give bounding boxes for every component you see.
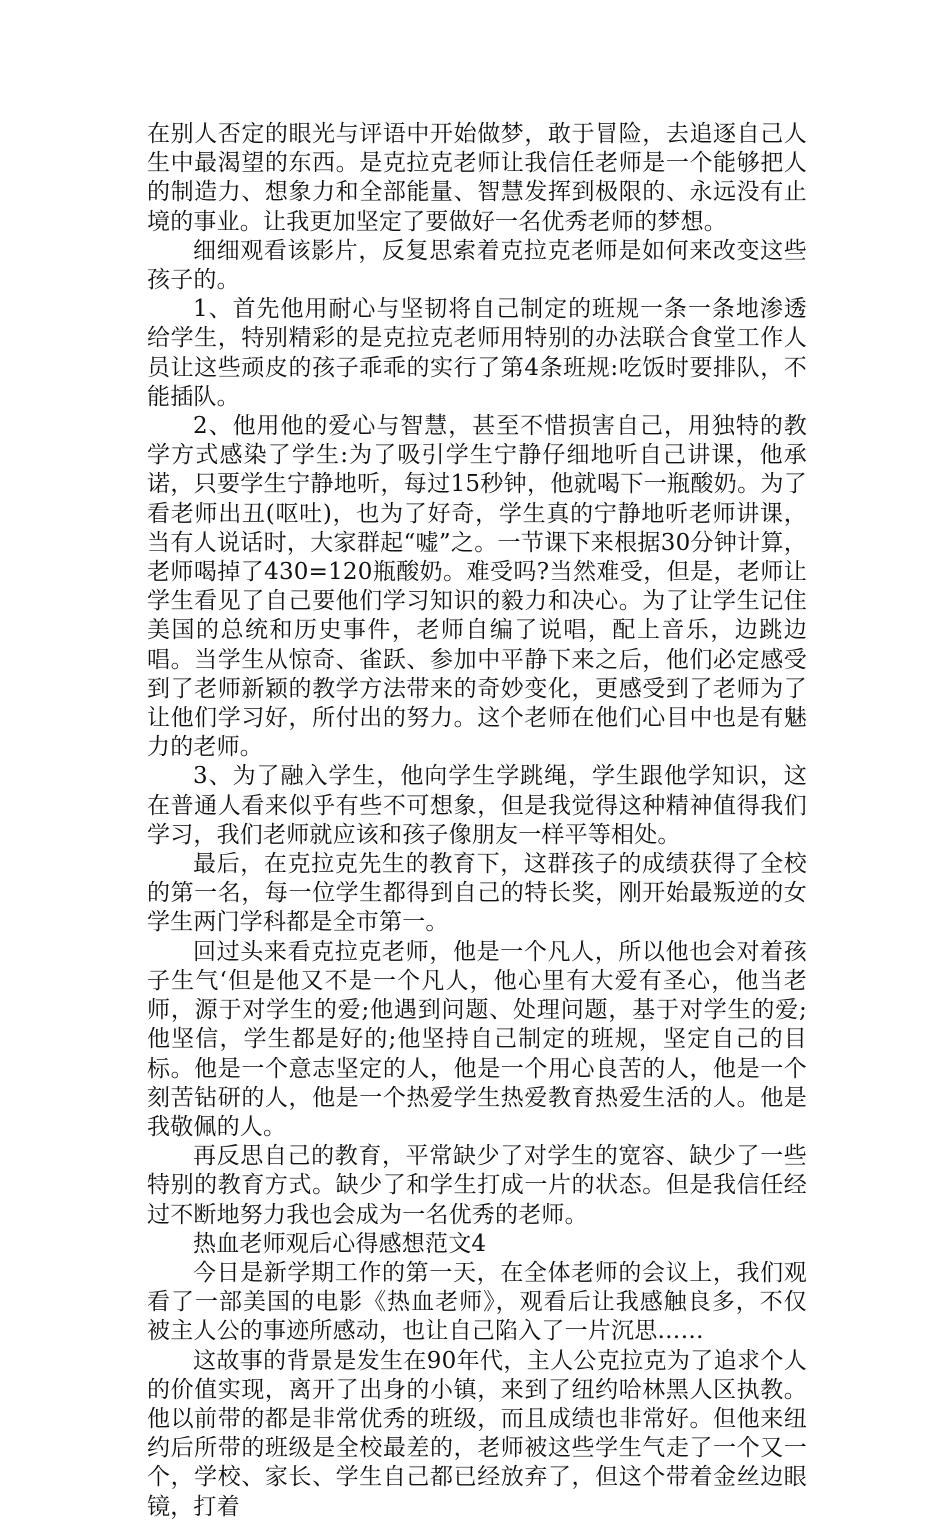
paragraph-story-background: 这故事的背景是发生在90年代，主人公克拉克为了追求个人的价值实现，离开了出身的小镇，来到了纽约哈林黑人区执教。他以前带的都是非常优秀的班级，而且成绩也非常好。但他来纽约后所带的班级是全校最差的，老师被这些学生气走了一个又一个，学校、家长、学生自己都已经放弃了，但这个带着金丝边眼镜，打着 — [147, 1347, 807, 1520]
document-body — [147, 120, 807, 1522]
paragraph-reflection: 回过头来看克拉克老师，他是一个凡人，所以他也会对着孩子生气‘但是他又不是一个凡人，他心里有大爱有圣心，他当老师，源于对学生的爱;他遇到问题、处理问题，基于对学生的爱;他坚信，学生都是好的;他坚持自己制定的班规，坚定自己的目标。他是一个意志坚定的人，他是一个用心良苦的人，他是一个刻苦钻研的人，他是一个热爱学生热爱教育热爱生活的人。他是我敬佩的人。 — [147, 938, 807, 1140]
paragraph-new-semester: 今日是新学期工作的第一天，在全体老师的会议上，我们观看了一部美国的电影《热血老师》，观看后让我感触良多，不仅被主人公的事迹所感动，也让自己陷入了一片沉思…… — [147, 1259, 807, 1345]
paragraph-point-1: 1、首先他用耐心与坚韧将自己制定的班规一条一条地渗透给学生，特别精彩的是克拉克老师用特别的办法联合食堂工作人员让这些顽皮的孩子乖乖的实行了第4条班规:吃饭时要排队，不能插队。 — [147, 296, 807, 410]
paragraph-point-2: 2、他用他的爱心与智慧，甚至不惜损害自己，用独特的教学方式感染了学生:为了吸引学生宁静仔细地听自己讲课，他承诺，只要学生宁静地听，每过15秒钟，他就喝下一瓶酸奶。为了看老师出丑(呕吐)，也为了好奇，学生真的宁静地听老师讲课，当有人说话时，大家群起“嘘”之。一节课下来根据30分钟计算，老师喝掉了430=120瓶酸奶。难受吗?当然难受，但是，老师让学生看见了自己要他们学习知识的毅力和决心。为了让学生记住美国的总统和历史事件，老师自编了说唱，配上音乐，边跳边唱。当学生从惊奇、雀跃、参加中平静下来之后，他们必定感受到了老师新颖的教学方法带来的奇妙变化，更感受到了老师为了让他们学习好，所付出的努力。这个老师在他们心目中也是有魅力的老师。 — [147, 413, 807, 761]
paragraph-result: 最后，在克拉克先生的教育下，这群孩子的成绩获得了全校的第一名，每一位学生都得到自己的特长奖，刚开始最叛逆的女学生两门学科都是全市第一。 — [147, 851, 807, 936]
section-heading: 热血老师观后心得感想范文4 — [193, 1230, 487, 1257]
paragraph-self-reflection: 再反思自己的教育，平常缺少了对学生的宽容、缺少了一些特别的教育方式。缺少了和学生打成一片的状态。但是我信任经过不断地努力我也会成为一名优秀的老师。 — [147, 1143, 807, 1228]
paragraph-opening: 在别人否定的眼光与评语中开始做梦，敢于冒险，去追逐自己人生中最渴望的东西。是克拉克老师让我信任老师是一个能够把人的制造力、想象力和全部能量、智慧发挥到极限的、永远没有止境的事业。让我更加坚定了要做好一名优秀老师的梦想。 — [147, 121, 807, 235]
paragraph-observation: 细细观看该影片，反复思索着克拉克老师是如何来改变这些孩子的。 — [147, 237, 807, 294]
paragraph-point-3: 3、为了融入学生，他向学生学跳绳，学生跟他学知识，这在普通人看来似乎有些不可想象，但是我觉得这种精神值得我们学习，我们老师就应该和孩子像朋友一样平等相处。 — [147, 763, 807, 848]
